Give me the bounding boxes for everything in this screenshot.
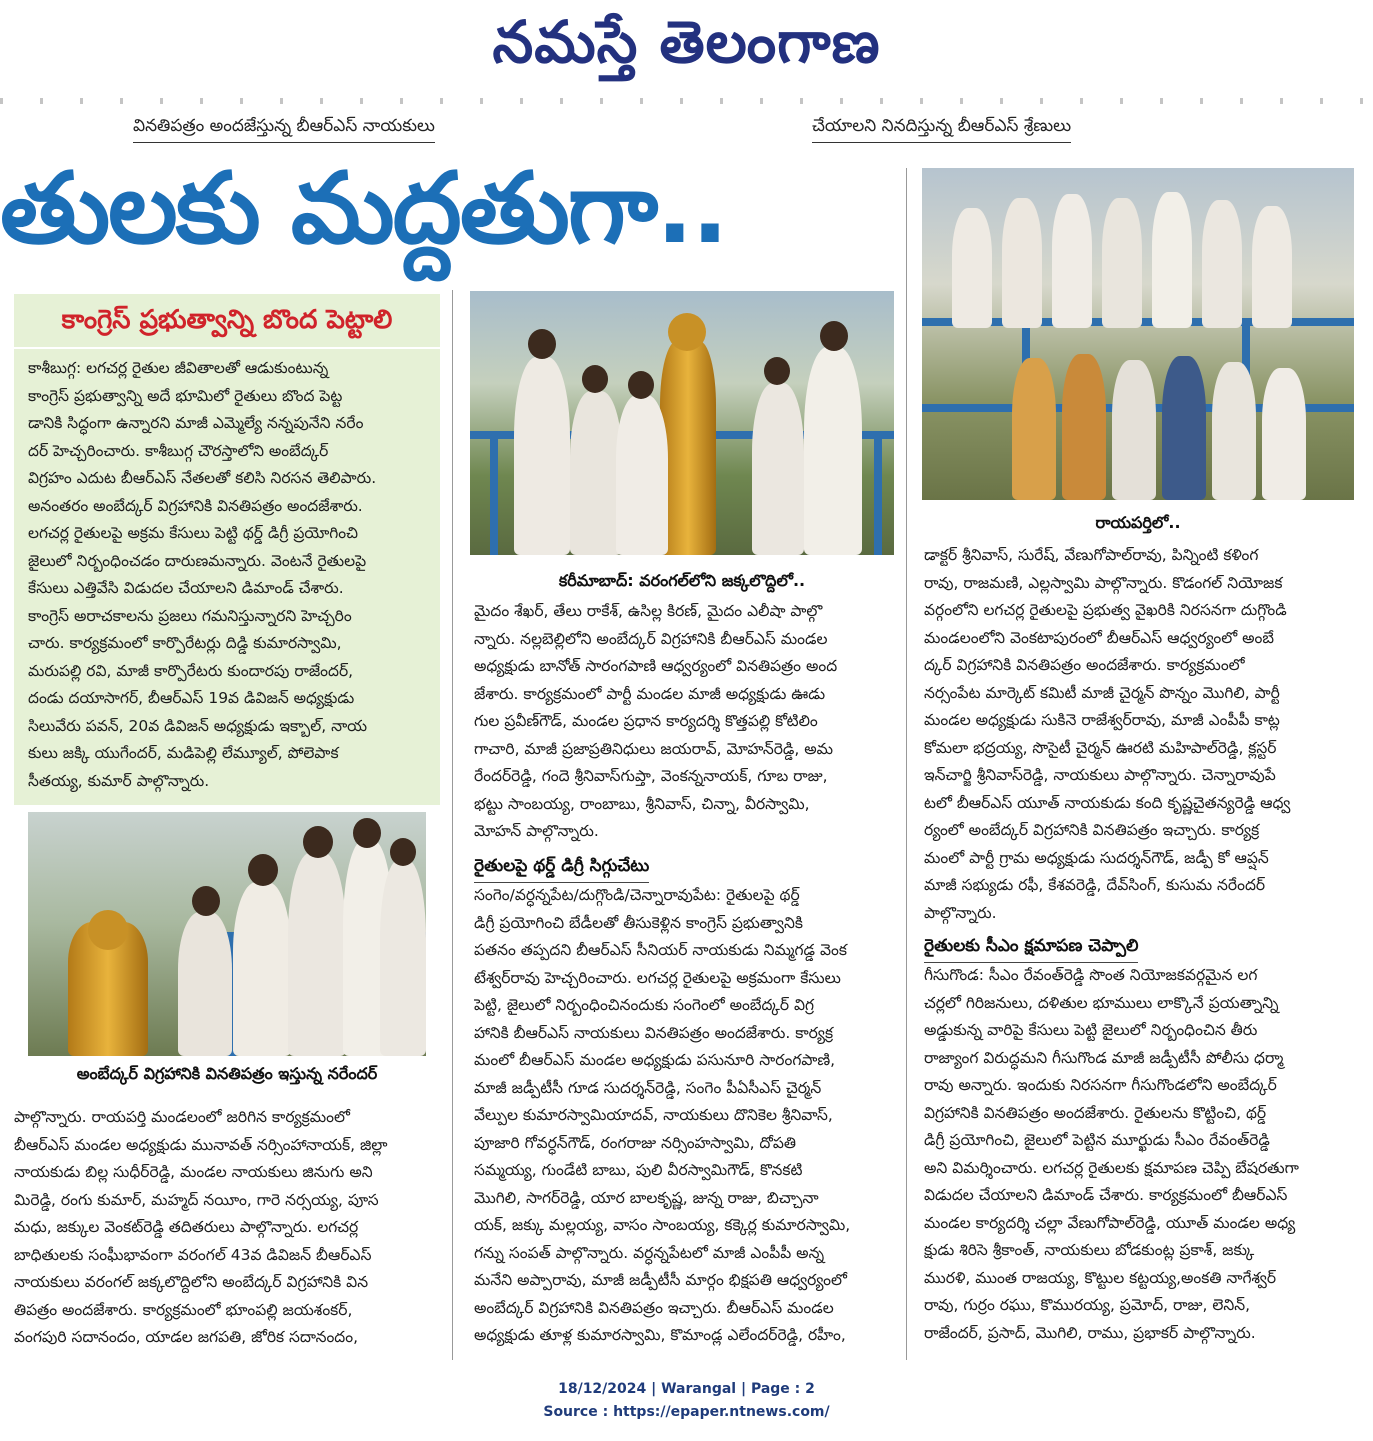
right-article xyxy=(924,542,1354,927)
article-line: విడుదల చేయాలని డిమాండ్ చేశారు. కార్యక్రమంలో బీఆర్‌ఎస్ xyxy=(924,1186,1288,1204)
right-article-2 xyxy=(924,962,1354,1347)
article-line: రావు, రాజమణి, ఎల్లస్వామి పాల్గొన్నారు. కొడంగల్ నియోజక xyxy=(924,573,1283,592)
article-line: రావు అన్నారు. ఇందుకు నిరసనగా గీసుగొండలోని అంబేద్కర్ xyxy=(924,1076,1277,1094)
footer-source: Source : https://epaper.ntnews.com/ xyxy=(543,1404,830,1420)
footer-date: 18/12/2024 | Warangal | Page : 2 xyxy=(558,1381,815,1397)
article-line: గుల ప్రవీణ్‌గౌడ్, మండల ప్రధాన కార్యదర్శి కొత్తపల్లి కోటిలిం xyxy=(474,712,818,730)
article-line: మాజీ సభ్యుడు రఫీ, కేశవరెడ్డి, దేవ్‌సింగ్, కుసుమ నరేందర్ xyxy=(924,876,1266,894)
article-line: పాల్గొన్నారు. రాయపర్తి మండలంలో జరిగిన కార్యక్రమంలో xyxy=(14,1108,350,1126)
article-line: అధ్యక్షుడు బానోత్ సారంగపాణి ఆధ్వర్యంలో వినతిపత్రం అంద xyxy=(474,657,838,675)
article-line: విగ్రహం ఎదుట బీఆర్‌ఎస్ నేతలతో కలిసి నిరసన తెలిపారు. xyxy=(28,469,377,487)
article-line: అడ్డుకున్న వారిపై కేసులు పెట్టి జైలులో నిర్బంధించిన తీరు xyxy=(924,1021,1258,1039)
article-line: పెట్టి, జైలులో నిర్బంధించినందుకు సంగెంలో అంబేద్కర్ విగ్ర xyxy=(474,996,814,1014)
article-line: యక్, జక్కు మల్లయ్య, వాసం సాంబయ్య, కక్కెర్ల కుమారస్వామి, xyxy=(474,1216,851,1234)
article-line: నాయకులు వరంగల్ జక్కలొద్దిలోని అంబేద్కర్ విగ్రహానికి విన xyxy=(14,1273,369,1291)
article-line: లగచర్ల రైతులపై అక్రమ కేసులు పెట్టి థర్డ్ డిగ్రీ ప్రయోగించి xyxy=(28,524,359,542)
article-line: ద్కర్ విగ్రహానికి వినతిపత్రం అందజేశారు. కార్యక్రమంలో xyxy=(924,656,1245,674)
article-line: దర్ హెచ్చరించారు. కాశీబుగ్గ చౌరస్తాలోని అంబేద్కర్ xyxy=(28,441,329,460)
article-line: క్షుడు శిరిసె శ్రీకాంత్, నాయకులు బోడకుంట్ల ప్రకాశ్, జక్కు xyxy=(924,1241,1255,1259)
article-line: మిరెడ్డి, రంగు కుమార్, మహ్మద్ నయీం, గారె నర్సయ్య, పూస xyxy=(14,1190,379,1209)
article-line: వర్గంలోని లగచర్ల రైతులపై ప్రభుత్వ వైఖరికి నిరసనగా దుగ్గొండి xyxy=(924,601,1287,619)
article-line: మరుపల్లి రవి, మాజీ కార్పొరేటరు కుందారపు రాజేందర్, xyxy=(28,661,354,680)
middle-subheading: రైతులపై థర్డ్ డిగ్రీ సిగ్గుచేటు xyxy=(474,856,649,883)
article-line: డాక్టర్ శ్రీనివాస్, సురేష్, వేణుగోపాల్‌రావు, పిన్నింటి కళింగ xyxy=(924,546,1259,564)
article-line: రాజ్యాంగ విరుద్ధమని గీసుగొండ మాజీ జడ్పీటీసీ పోలీసు ధర్మా xyxy=(924,1048,1284,1067)
article-line: సంగెం/వర్ధన్నపేట/దుగ్గొండి/చెన్నారావుపేట: రైతులపై థర్డ్ xyxy=(474,886,800,904)
article-line: నర్సంపేట మార్కెట్ కమిటీ మాజీ చైర్మన్ పొన్నం మొగిలి, పార్టీ xyxy=(924,683,1280,702)
article-line: జైలులో నిర్బంధించడం దారుణమన్నారు. వెంటనే రైతులపై xyxy=(28,551,367,570)
column-rule xyxy=(906,168,907,1360)
middle-photo xyxy=(470,291,894,555)
article-line: టలో బీఆర్‌ఎస్ యూత్ నాయకుడు కంది కృష్ణచైతన్యరెడ్డి ఆధ్వ xyxy=(924,793,1291,812)
left-bottom-text xyxy=(14,1104,438,1352)
article-line: మురళి, ముంత రాజయ్య, కొట్టుల కట్టయ్య,అంకతి నాగేశ్వర్ xyxy=(924,1268,1277,1287)
left-photo xyxy=(28,812,426,1056)
left-box-heading: కాంగ్రెస్ ప్రభుత్వాన్ని బొంద పెట్టాలి xyxy=(14,294,440,347)
article-line: మండలంలోని వెంకటాపురంలో బీఆర్‌ఎస్ ఆధ్వర్యంలో అంబే xyxy=(924,628,1274,647)
article-line: రేందర్‌రెడ్డి, గందె శ్రీనివాస్‌గుప్తా, వెంకన్ననాయక్, గూబ రాజు, xyxy=(474,767,828,785)
article-line: మంలో బీఆర్‌ఎస్ మండల అధ్యక్షుడు పసునూరి సారంగపాణి, xyxy=(474,1051,836,1069)
article-line: సీతయ్య, కుమార్ పాల్గొన్నారు. xyxy=(28,771,210,790)
article-line: పతనం తప్పదని బీఆర్‌ఎస్ సీనియర్ నాయకుడు నిమ్మగడ్డ వెంక xyxy=(474,941,847,959)
article-line: కులు జక్కి యుగేందర్, మడిపెల్లి లేమ్యూల్, పోలెపాక xyxy=(28,744,339,762)
right-photo xyxy=(922,168,1354,500)
article-line: రాజేందర్, ప్రసాద్, మొగిలి, రాము, ప్రభాకర్ పాల్గొన్నారు. xyxy=(924,1323,1256,1342)
article-line: మాజీ జడ్పీటీసీ గూడ సుదర్శన్‌రెడ్డి, సంగెం పీఏసీఎస్ చైర్మన్ xyxy=(474,1078,822,1097)
middle-photo-caption: కరీమాబాద్: వరంగల్‌లోని జక్కలొద్దిలో.. xyxy=(558,571,806,590)
right-subheading: రైతులకు సీఎం క్షమాపణ చెప్పాలి xyxy=(924,936,1138,963)
article-line: నాయకుడు బిల్ల సుధీర్‌రెడ్డి, మండల నాయకులు జినుగు అని xyxy=(14,1163,373,1181)
article-line: జేశారు. కార్యక్రమంలో పార్టీ మండల మాజీ అధ్యక్షుడు ఊడు xyxy=(474,684,826,703)
article-line: గీసుగొండ: సీఎం రేవంత్‌రెడ్డి సొంత నియోజకవర్గమైన లగ xyxy=(924,966,1258,984)
kicker-right: చేయాలని నినదిస్తున్న బీఆర్‌ఎస్ శ్రేణులు xyxy=(812,116,1071,143)
masthead-logo: నమస్తే తెలంగాణ xyxy=(492,8,881,76)
article-line: డానికి సిద్ధంగా ఉన్నారని మాజీ ఎమ్మెల్యే నన్నపునేని నరేం xyxy=(28,414,364,432)
cut-text-strip xyxy=(0,98,1373,104)
article-line: డిగ్రీ ప్రయోగించి బేడీలతో తీసుకెళ్లిన కాంగ్రెస్ ప్రభుత్వానికి xyxy=(474,913,803,932)
article-line: మైదం శేఖర్, తేలు రాకేశ్, ఉసిల్ల కిరణ్, మైదం ఎలీషా పాల్గొ xyxy=(474,602,823,620)
article-line: మనేని అప్పారావు, మాజీ జడ్పీటీసీ మార్గం భిక్షపతి ఆధ్వర్యంలో xyxy=(474,1271,847,1289)
article-line: తిపత్రం అందజేశారు. కార్యక్రమంలో భూంపల్లి జయశంకర్, xyxy=(14,1300,353,1319)
article-line: టేశ్వర్‌రావు హెచ్చరించారు. లగచర్ల రైతులపై అక్రమంగా కేసులు xyxy=(474,968,841,987)
article-line: అని విమర్శించారు. లగచర్ల రైతులకు క్షమాపణ చెప్పి బేషరతుగా xyxy=(924,1158,1299,1177)
middle-article xyxy=(474,598,894,846)
article-line: సమ్మయ్య, గుండేటి బాబు, పులి వీరస్వామిగౌడ్, కొనకటి xyxy=(474,1161,803,1179)
article-line: చర్లలో గిరిజనులు, దళితుల భూములు లాక్కొనే ప్రయత్నాన్ని xyxy=(924,993,1279,1012)
middle-article-2 xyxy=(474,882,894,1350)
article-line: గన్ను సంపత్ పాల్గొన్నారు. వర్ధన్నపేటలో మాజీ ఎంపీపీ అన్న xyxy=(474,1243,825,1262)
article-line: చారు. కార్యక్రమంలో కార్పొరేటర్లు దిడ్డి కుమారస్వామి, xyxy=(28,634,342,652)
article-line: అధ్యక్షుడు తూళ్ల కుమారస్వామి, కొమాండ్ల ఎలేందర్‌రెడ్డి, రహీం, xyxy=(474,1326,846,1344)
article-line: దండు దయాసాగర్, బీఆర్‌ఎస్ 19వ డివిజన్ అధ్యక్షుడు xyxy=(28,689,355,707)
article-line: విగ్రహానికి వినతిపత్రం అందజేశారు. రైతులను కొట్టించి, థర్డ్ xyxy=(924,1103,1267,1122)
article-line: పూజారి గోవర్ధన్‌గౌడ్, రంగరాజు నర్సింహస్వామి, దోపతి xyxy=(474,1133,797,1152)
article-line: కాంగ్రెస్ అరాచకాలను ప్రజలు గమనిస్తున్నారని హెచ్చరిం xyxy=(28,606,352,625)
article-line: మండల కార్యదర్శి చల్లా వేణుగోపాల్‌రెడ్డి, యూత్ మండల అధ్య xyxy=(924,1213,1296,1232)
article-line: కాశీబుగ్గ: లగచర్ల రైతుల జీవితాలతో ఆడుకుంటున్న xyxy=(28,359,329,377)
article-line: బీఆర్‌ఎస్ మండల అధ్యక్షుడు మునావత్ నర్సింహానాయక్, జిల్లా xyxy=(14,1135,388,1154)
article-line: సిలువేరు పవన్, 20వ డివిజన్ అధ్యక్షుడు ఇక్బాల్, నాయ xyxy=(28,716,368,735)
article-line: న్నారు. నల్లబెల్లిలోని అంబేద్కర్ విగ్రహానికి బీఆర్‌ఎస్ మండల xyxy=(474,629,828,648)
article-line: భట్టు సాంబయ్య, రాంబాబు, శ్రీనివాస్, చిన్నా, వీరస్వామి, xyxy=(474,794,810,813)
article-line: కాంగ్రెస్ ప్రభుత్వాన్ని అదే భూమిలో రైతులు బొంద పెట్ట xyxy=(28,386,343,405)
article-line: మధు, జక్కుల వెంకట్‌రెడ్డి తదితరులు పాల్గొన్నారు. లగచర్ల xyxy=(14,1218,359,1236)
article-line: డిగ్రీ ప్రయోగించి, జైలులో పెట్టిన మూర్ఖుడు సీఎం రేవంత్‌రెడ్డి xyxy=(924,1131,1270,1149)
column-rule xyxy=(452,290,453,1360)
article-line: గాచారి, మాజీ ప్రజాప్రతినిధులు జయరావ్, మోహన్‌రెడ్డి, అమ xyxy=(474,739,834,758)
article-line: మంలో పార్టీ గ్రామ అధ్యక్షుడు సుదర్శన్‌గౌడ్, జడ్పీ కో ఆప్షన్ xyxy=(924,848,1269,867)
article-line: రావు, గుర్రం రఘు, కొమురయ్య, ప్రమోద్, రాజు, లెనిన్, xyxy=(924,1296,1251,1314)
article-line: మొగిలి, సాగర్‌రెడ్డి, యార బాలకృష్ణ, జున్న రాజు, బిచ్చానా xyxy=(474,1188,819,1207)
left-article-box xyxy=(14,349,440,805)
article-line: కోమలా భద్రయ్య, సొసైటీ చైర్మన్ ఊరటి మహిపాల్‌రెడ్డి, క్లస్టర్ xyxy=(924,738,1277,757)
article-line: హానికి బీఆర్‌ఎస్ నాయకులు వినతిపత్రం అందజేశారు. కార్యక్ర xyxy=(474,1023,834,1042)
article-line: ఇన్‌చార్జి శ్రీనివాస్‌రెడ్డి, నాయకులు పాల్గొన్నారు. చెన్నారావుపే xyxy=(924,766,1276,784)
left-article-text xyxy=(14,349,440,795)
article-line: పాల్గొన్నారు. xyxy=(924,903,997,922)
article-line: వేల్పుల కుమారస్వామియాదవ్, నాయకులు దొనికెల శ్రీనివాస్, xyxy=(474,1106,833,1124)
right-photo-caption: రాయపర్తిలో.. xyxy=(1095,513,1181,532)
kicker-left: వినతిపత్రం అందజేస్తున్న బీఆర్‌ఎస్ నాయకులు xyxy=(133,116,435,143)
article-line: బాధితులకు సంఘీభావంగా వరంగల్ 43వ డివిజన్ బీఆర్‌ఎస్ xyxy=(14,1245,372,1264)
article-line: మోహన్ పాల్గొన్నారు. xyxy=(474,822,599,840)
article-line: అంబేద్కర్ విగ్రహానికి వినతిపత్రం ఇచ్చారు. బీఆర్‌ఎస్ మండల xyxy=(474,1298,834,1317)
article-line: వంగపురి సదానందం, యాడల జగపతి, జోరిక సదానందం, xyxy=(14,1328,359,1346)
article-line: మండల అధ్యక్షుడు సుకినె రాజేశ్వర్‌రావు, మాజీ ఎంపీపీ కాట్ల xyxy=(924,711,1280,729)
page-headline: తులకు మద్దతుగా.. xyxy=(0,152,727,266)
article-line: అనంతరం అంబేద్కర్ విగ్రహానికి వినతిపత్రం అందజేశారు. xyxy=(28,496,363,515)
article-line: కేసులు ఎత్తివేసి విడుదల చేయాలని డిమాండ్ చేశారు. xyxy=(28,579,344,597)
article-line: ర్యంలో అంబేద్కర్ విగ్రహానికి వినతిపత్రం ఇచ్చారు. కార్యక్ర xyxy=(924,821,1260,839)
left-photo-caption: అంబేద్కర్ విగ్రహానికి వినతిపత్రం ఇస్తున్న నరేందర్ xyxy=(76,1064,378,1083)
